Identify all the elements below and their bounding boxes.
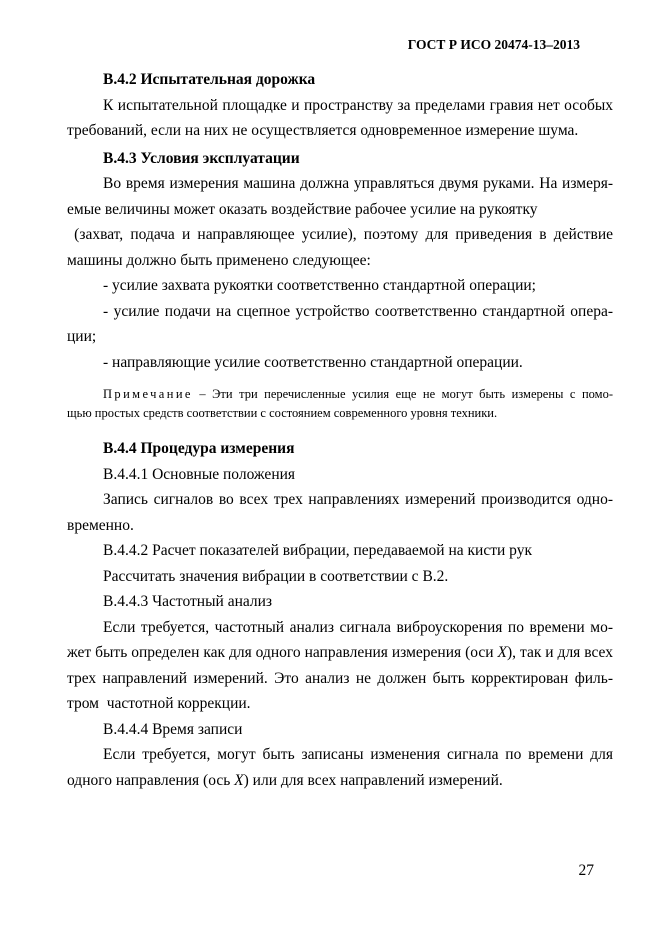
- note-block-continued: щью простых средств соответствии с состоянием современного уровня техники.: [67, 406, 498, 420]
- subsection-title: В.4.4.3 Частотный анализ: [103, 593, 273, 610]
- paragraph-line: Рассчитать значения вибрации в соответствии с В.2.: [103, 567, 449, 585]
- section-heading-b43: В.4.3 Условия эксплуатации: [103, 149, 300, 167]
- paragraph-line: трех направлений измерений. Это анализ не должен быть корректирован филь-: [67, 669, 613, 687]
- paragraph-line: требований, если на них не осуществляется одновременное измерение шума.: [67, 122, 579, 139]
- list-item: - усилие захвата рукоятки соответственно стандартной операции;: [103, 277, 536, 294]
- note-block: [67, 385, 613, 404]
- text-fragment: ), так и для всех: [506, 644, 613, 661]
- text-fragment: одного направления (ось: [67, 771, 235, 789]
- paragraph-line: (захват, подача и направляющее усилие), поэтому для приведения в действие: [67, 226, 613, 243]
- axis-symbol: X: [234, 771, 244, 789]
- list-item-continuation: ции;: [67, 328, 97, 345]
- list-item: - направляющие усилие соответственно стандартной операции.: [103, 353, 523, 371]
- paragraph-line: Во время измерения машина должна управляться двумя руками. На измеря-: [103, 175, 613, 192]
- list-item: - усилие подачи на сцепное устройство соответственно стандартной опера-: [103, 302, 613, 320]
- paragraph-line: К испытательной площадке и пространству за пределами гравия нет особых: [103, 96, 613, 114]
- subsection-title: В.4.4.4 Время записи: [103, 720, 243, 738]
- section-heading-b44: В.4.4 Процедура измерения: [103, 440, 295, 457]
- page-number: 27: [578, 862, 594, 879]
- document-code-header: ГОСТ Р ИСО 20474-13–2013: [407, 37, 580, 52]
- paragraph-line: [67, 640, 613, 666]
- paragraph-line: Если требуется, частотный анализ сигнала виброускорения по времени мо-: [103, 618, 613, 636]
- paragraph-line: тром частотной коррекции.: [67, 695, 251, 712]
- document-body: [67, 64, 613, 793]
- paragraph-line: временно.: [67, 516, 134, 534]
- subsection-title: В.4.4.1 Основные положения: [103, 465, 296, 483]
- paragraph-line: Запись сигналов во всех трех направлениях измерений производится одно-: [103, 491, 613, 508]
- text-fragment: ) или для всех направлений измерений.: [243, 771, 503, 789]
- section-heading-b42: В.4.2 Испытательная дорожка: [103, 71, 316, 88]
- subsection-title: В.4.4.2 Расчет показателей вибрации, передаваемой на кисти рук: [103, 542, 532, 559]
- note-text: – Эти три перечисленные усилия еще не могут быть измерены с помо-: [192, 387, 613, 401]
- paragraph-line: [67, 768, 613, 794]
- axis-symbol: X: [497, 644, 507, 661]
- text-fragment: жет быть определен как для одного направления измерения (оси: [67, 644, 498, 661]
- note-label: Примечание: [103, 387, 193, 401]
- paragraph-line: емые величины может оказать воздействие рабочее усилие на рукоятку: [67, 200, 538, 218]
- paragraph-line: машины должно быть применено следующее:: [67, 251, 371, 269]
- paragraph-line: Если требуется, могут быть записаны изменения сигнала по времени для: [103, 746, 613, 763]
